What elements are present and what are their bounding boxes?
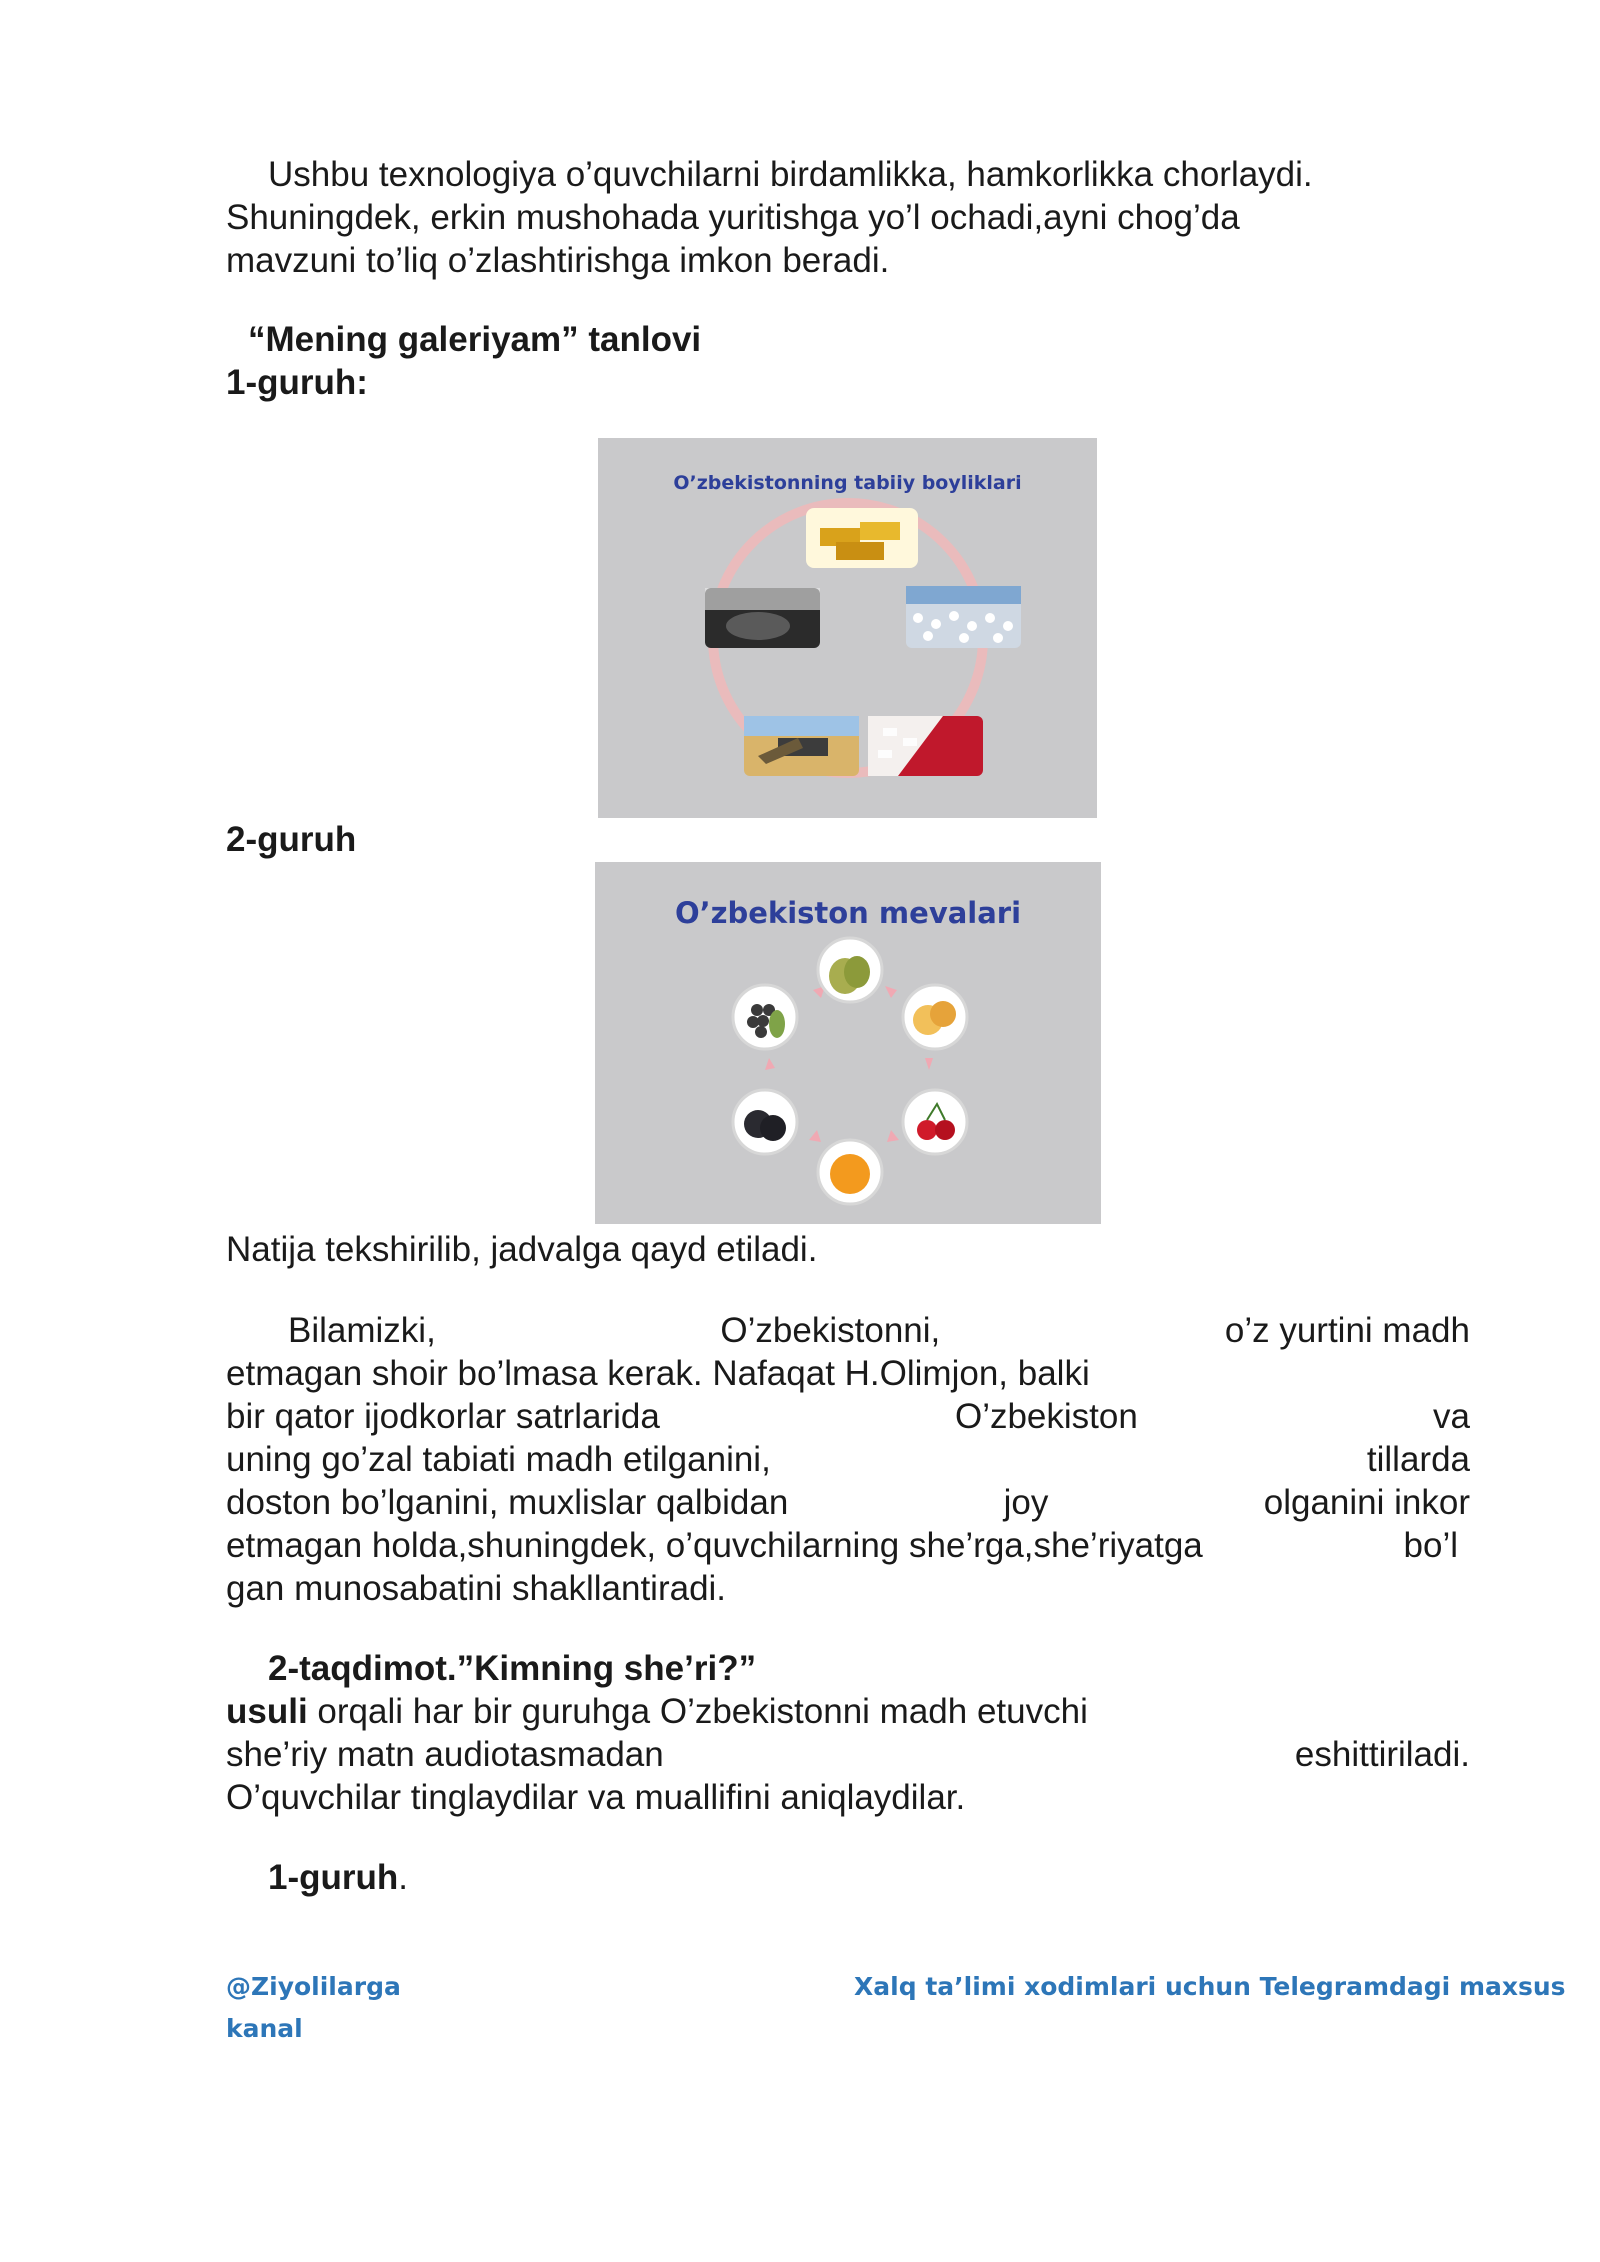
para2-l4-a: uning go’zal tabiati madh etilganini, xyxy=(226,1440,771,1479)
para2-l5-c: olganini inkor xyxy=(1263,1483,1470,1522)
presentation2-line-3: O’quvchilar tinglaydilar va muallifini aniqlaydilar. xyxy=(226,1778,966,1817)
presentation2-l2-a: she’riy matn audiotasmadan xyxy=(226,1735,664,1774)
intro-line-3: mavzuni to’liq o’zlashtirishga imkon beradi. xyxy=(226,241,890,280)
para2-l4-b: tillarda xyxy=(1366,1440,1470,1479)
para2-line-7: gan munosabatini shakllantiradi. xyxy=(226,1569,727,1608)
slide2-graphic xyxy=(595,862,1101,1224)
para2-l1-a: Bilamizki, xyxy=(288,1311,436,1350)
grape-icon xyxy=(733,985,797,1049)
method-word: usuli xyxy=(226,1692,308,1731)
para2-line-2: etmagan shoir bo’lmasa kerak. Nafaqat H.Olimjon, balki xyxy=(226,1354,1090,1393)
contest-title: “Mening galeriyam” tanlovi xyxy=(248,320,702,359)
apple-icon xyxy=(903,985,967,1049)
result-line: Natija tekshirilib, jadvalga qayd etiladi. xyxy=(226,1230,818,1269)
pear-icon xyxy=(818,938,882,1002)
para2-line-1 xyxy=(226,1309,1470,1352)
coal-hands-image xyxy=(705,588,820,648)
para2-l5-a: doston bo’lganini, muxlislar qalbidan xyxy=(226,1483,789,1522)
para2-l3-c: va xyxy=(1433,1397,1470,1436)
group1-end-dot: . xyxy=(398,1858,408,1897)
para2-l1-b: O’zbekistonni, xyxy=(720,1311,941,1350)
presentation2-title: 2-taqdimot.”Kimning she’ri?” xyxy=(268,1649,757,1688)
footer-right: Xalq ta’limi xodimlari uchun Telegramdagi maxsus xyxy=(854,1972,1566,2001)
para2-l6-a: etmagan holda,shuningdek, o’quvchilarning she’rga,she’riyatga xyxy=(226,1526,1203,1565)
presentation2-line-1 xyxy=(226,1690,1088,1733)
group1-end xyxy=(268,1856,408,1899)
cherry-icon xyxy=(903,1090,967,1154)
para2-l1-c: o’z yurtini madh xyxy=(1224,1311,1470,1350)
presentation2-l2-b: eshittiriladi. xyxy=(1294,1735,1470,1774)
plum-icon xyxy=(733,1090,797,1154)
cotton-field-image xyxy=(906,586,1021,648)
para2-l5-b: joy xyxy=(1003,1483,1049,1522)
group1-end-label: 1-guruh xyxy=(268,1858,399,1897)
para2-l6-b: bo’l xyxy=(1403,1526,1458,1565)
grain-harvest-image xyxy=(744,716,859,776)
intro-line-1: Ushbu texnologiya o’quvchilarni birdamlikka, hamkorlikka chorlaydi. xyxy=(268,155,1313,194)
para2-l3-b: O’zbekiston xyxy=(954,1397,1138,1436)
presentation2-l1-rest: orqali har bir guruhga O’zbekistonni madh etuvchi xyxy=(307,1692,1088,1731)
slide2-title: O’zbekiston mevalari xyxy=(674,896,1022,930)
footer-left-line-1[interactable]: @Ziyolilarga xyxy=(226,1972,401,2001)
footer-left-line-2: kanal xyxy=(226,2014,303,2043)
group2-label: 2-guruh xyxy=(226,820,357,859)
slide1-graphic xyxy=(598,438,1097,818)
para2-l3-a: bir qator ijodkorlar satrlarida xyxy=(226,1397,660,1436)
slide-fruits xyxy=(595,862,1101,1224)
para2-line-4 xyxy=(226,1438,1470,1481)
slide1-title: O’zbekistonning tabiiy boyliklari xyxy=(673,472,1022,494)
presentation2-line-2 xyxy=(226,1733,1470,1776)
intro-line-2: Shuningdek, erkin mushohada yuritishga yo’l ochadi,ayni chog’da xyxy=(226,198,1240,237)
gold-bars-image xyxy=(806,508,918,568)
slide-natural-resources xyxy=(598,438,1097,818)
apricot-icon xyxy=(818,1140,882,1204)
para2-line-6 xyxy=(226,1524,1458,1567)
salt-crystals-image xyxy=(868,716,983,776)
para2-line-5 xyxy=(226,1481,1470,1524)
group1-label: 1-guruh: xyxy=(226,363,368,402)
para2-line-3 xyxy=(226,1395,1470,1438)
